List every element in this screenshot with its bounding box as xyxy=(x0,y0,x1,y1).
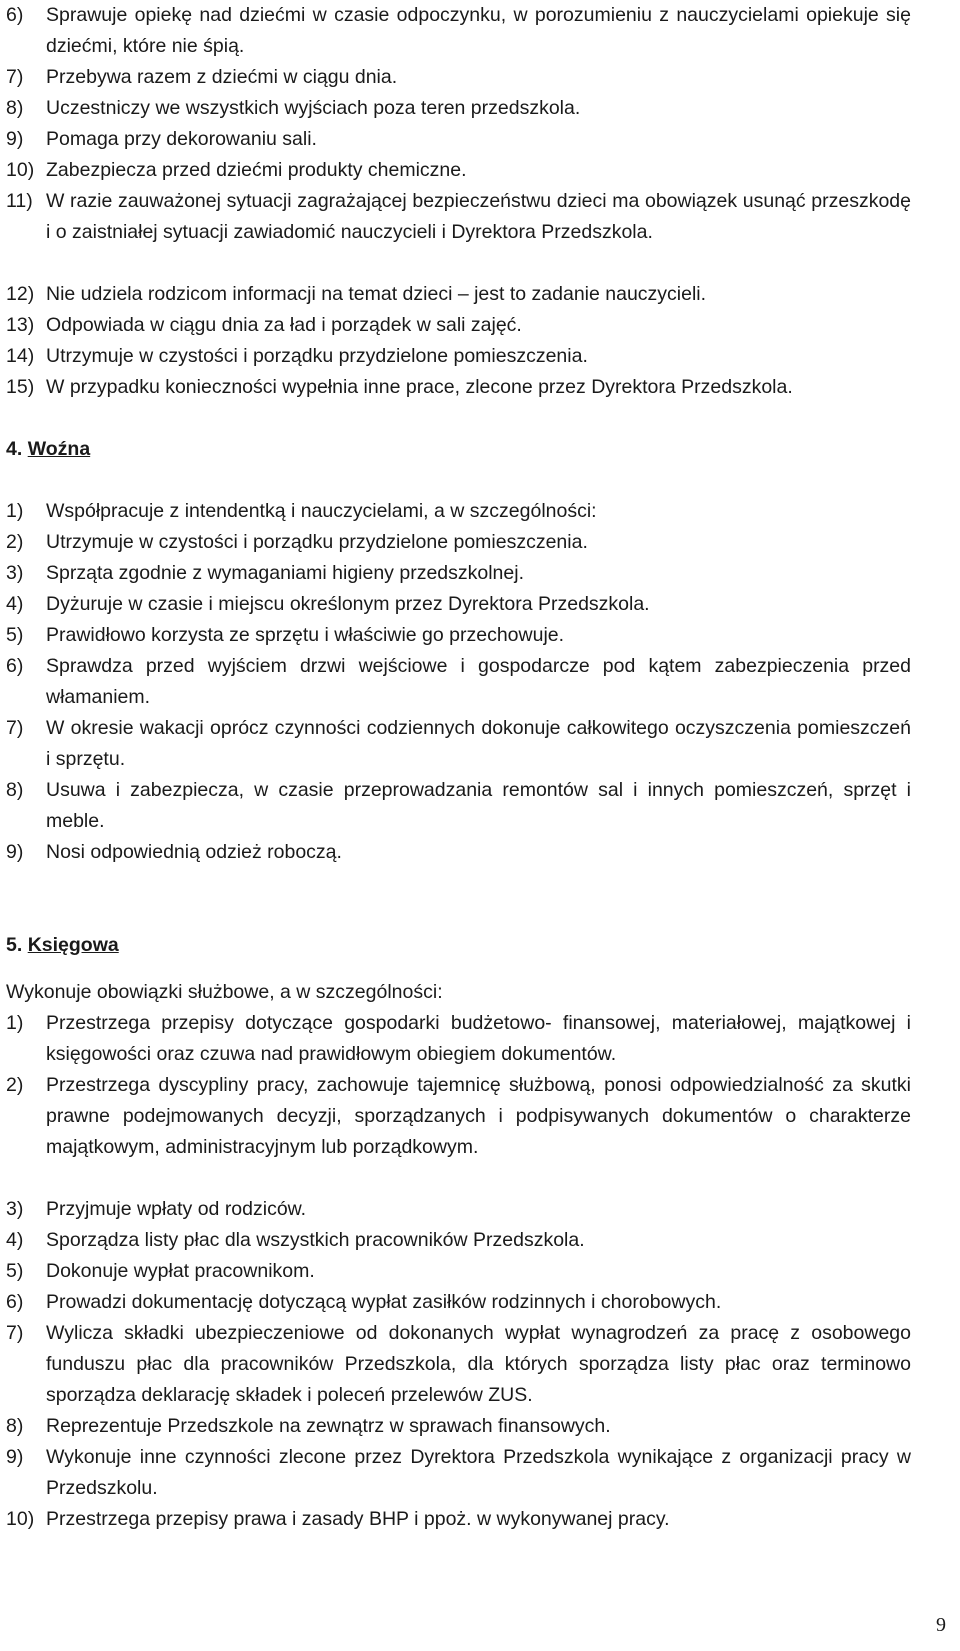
item-number: 3) xyxy=(6,1198,24,1220)
item-number: 4) xyxy=(6,593,24,615)
item-number: 8) xyxy=(6,779,24,801)
item-number: 9) xyxy=(6,1446,24,1468)
section-heading-ksiegowa xyxy=(6,930,119,961)
item-number: 8) xyxy=(6,1415,24,1437)
item-text: Usuwa i zabezpiecza, w czasie przeprowadzania remontów sal i innych pomieszczeń, sprzęt i meble. xyxy=(46,779,911,833)
item-number: 6) xyxy=(6,4,24,26)
item-number: 5) xyxy=(6,1260,24,1282)
section-title: Księgowa xyxy=(27,934,119,956)
list-item xyxy=(6,1194,911,1225)
list-item xyxy=(6,0,911,62)
item-number: 9) xyxy=(6,841,24,863)
item-text: Sprząta zgodnie z wymaganiami higieny przedszkolnej. xyxy=(46,562,524,584)
item-text: Reprezentuje Przedszkole na zewnątrz w sprawach finansowych. xyxy=(46,1415,611,1437)
item-text: Utrzymuje w czystości i porządku przydzielone pomieszczenia. xyxy=(46,531,588,553)
list-item xyxy=(6,93,911,124)
item-number: 11) xyxy=(6,190,33,212)
item-text: Przestrzega przepisy prawa i zasady BHP i ppoż. w wykonywanej pracy. xyxy=(46,1508,670,1530)
item-text: Uczestniczy we wszystkich wyjściach poza teren przedszkola. xyxy=(46,97,581,119)
list-item xyxy=(6,279,911,310)
item-number: 8) xyxy=(6,97,24,119)
list-item xyxy=(6,62,911,93)
item-number: 12) xyxy=(6,283,35,305)
list-item xyxy=(6,1504,911,1535)
item-text: Dokonuje wypłat pracownikom. xyxy=(46,1260,315,1282)
list-item xyxy=(6,589,911,620)
list-item xyxy=(6,372,911,403)
item-number: 4) xyxy=(6,1229,24,1251)
item-text: Przestrzega dyscypliny pracy, zachowuje tajemnicę służbową, ponosi odpowiedzialność za skutki prawne podejmowanych decyzji, sporządzanych i podpisywanych dokumentów o charakterze majątkowym, administracyjnym lub porządkowym. xyxy=(46,1074,911,1159)
item-number: 6) xyxy=(6,655,24,677)
item-number: 14) xyxy=(6,345,35,367)
item-number: 9) xyxy=(6,128,24,150)
item-text: Nosi odpowiednią odzież roboczą. xyxy=(46,841,342,863)
item-text: Współpracuje z intendentką i nauczycielami, a w szczególności: xyxy=(46,500,597,522)
section-number: 5. xyxy=(6,934,23,956)
item-text: Prawidłowo korzysta ze sprzętu i właściwie go przechowuje. xyxy=(46,624,565,646)
item-text: Przebywa razem z dziećmi w ciągu dnia. xyxy=(46,66,398,88)
item-text: Wylicza składki ubezpieczeniowe od dokonanych wypłat wynagrodzeń za pracę z osobowego funduszu płac dla pracowników Przedszkola, dla których sporządza listy płac oraz terminowo sporządza deklarację składek i poleceń przelewów ZUS. xyxy=(46,1322,911,1407)
item-text: Sporządza listy płac dla wszystkich pracowników Przedszkola. xyxy=(46,1229,585,1251)
item-text: W okresie wakacji oprócz czynności codziennych dokonuje całkowitego oczyszczenia pomieszczeń i sprzętu. xyxy=(46,717,911,771)
item-number: 3) xyxy=(6,562,24,584)
list-item xyxy=(6,1070,911,1164)
list-item xyxy=(6,620,911,651)
item-number: 1) xyxy=(6,1012,24,1034)
list-item xyxy=(6,1442,911,1504)
section-intro: Wykonuje obowiązki służbowe, a w szczególności: xyxy=(6,981,443,1003)
list-item xyxy=(6,1411,911,1442)
list-item xyxy=(6,1256,911,1287)
section-number: 4. xyxy=(6,438,23,460)
item-number: 1) xyxy=(6,500,24,522)
item-number: 2) xyxy=(6,531,24,553)
item-text: Sprawdza przed wyjściem drzwi wejściowe i gospodarcze pod kątem zabezpieczenia przed włamaniem. xyxy=(46,655,911,709)
item-text: Odpowiada w ciągu dnia za ład i porządek w sali zajęć. xyxy=(46,314,522,336)
item-text: Wykonuje inne czynności zlecone przez Dyrektora Przedszkola wynikające z organizacji pracy w Przedszkolu. xyxy=(46,1446,911,1500)
item-text: Przestrzega przepisy dotyczące gospodarki budżetowo- finansowej, materiałowej, majątkowej i księgowości oraz czuwa nad prawidłowym obiegiem dokumentów. xyxy=(46,1012,911,1066)
list-item xyxy=(6,124,911,155)
list-item xyxy=(6,1318,911,1412)
item-number: 10) xyxy=(6,159,35,181)
list-item xyxy=(6,527,911,558)
item-text: W razie zauważonej sytuacji zagrażającej bezpieczeństwu dzieci ma obowiązek usunąć przeszkodę i o zaistniałej sytuacji zawiadomić nauczycieli i Dyrektora Przedszkola. xyxy=(46,190,911,244)
list-item xyxy=(6,186,911,248)
list-item xyxy=(6,837,911,868)
list-item xyxy=(6,341,911,372)
item-text: Nie udziela rodzicom informacji na temat dzieci – jest to zadanie nauczycieli. xyxy=(46,283,707,305)
list-item xyxy=(6,558,911,589)
list-item xyxy=(6,155,911,186)
item-number: 13) xyxy=(6,314,35,336)
item-number: 7) xyxy=(6,1322,24,1344)
list-item xyxy=(6,713,911,775)
item-number: 6) xyxy=(6,1291,24,1313)
page-number: 9 xyxy=(936,1614,946,1636)
list-item xyxy=(6,775,911,837)
item-number: 7) xyxy=(6,717,24,739)
item-text: Przyjmuje wpłaty od rodziców. xyxy=(46,1198,307,1220)
list-item xyxy=(6,310,911,341)
list-item xyxy=(6,1225,911,1256)
item-text: Sprawuje opiekę nad dziećmi w czasie odpoczynku, w porozumieniu z nauczycielami opiekuje się dziećmi, które nie śpią. xyxy=(46,4,911,58)
list-item xyxy=(6,496,911,527)
section-title: Woźna xyxy=(27,438,91,460)
item-text: Pomaga przy dekorowaniu sali. xyxy=(46,128,317,150)
item-text: W przypadku konieczności wypełnia inne prace, zlecone przez Dyrektora Przedszkola. xyxy=(46,376,793,398)
item-text: Zabezpiecza przed dziećmi produkty chemiczne. xyxy=(46,159,467,181)
item-text: Prowadzi dokumentację dotyczącą wypłat zasiłków rodzinnych i chorobowych. xyxy=(46,1291,722,1313)
list-item xyxy=(6,651,911,713)
section-heading-wozna xyxy=(6,434,90,465)
list-item xyxy=(6,1008,911,1070)
item-number: 15) xyxy=(6,376,35,398)
item-text: Utrzymuje w czystości i porządku przydzielone pomieszczenia. xyxy=(46,345,588,367)
item-number: 5) xyxy=(6,624,24,646)
item-number: 7) xyxy=(6,66,24,88)
item-number: 2) xyxy=(6,1074,24,1096)
item-text: Dyżuruje w czasie i miejscu określonym przez Dyrektora Przedszkola. xyxy=(46,593,650,615)
list-item xyxy=(6,1287,911,1318)
item-number: 10) xyxy=(6,1508,35,1530)
